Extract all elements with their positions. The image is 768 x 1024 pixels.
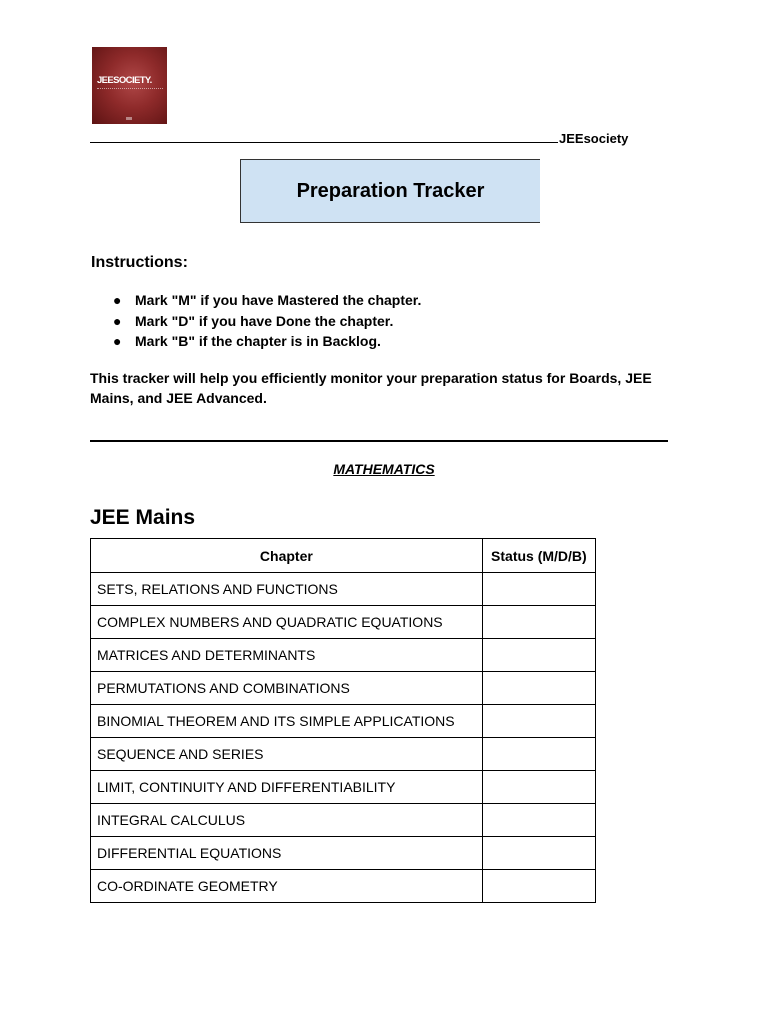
chapter-cell: CO-ORDINATE GEOMETRY — [91, 870, 483, 903]
table-row — [91, 870, 596, 903]
header-rule — [90, 141, 558, 143]
tracker-note: This tracker will help you efficiently monitor your preparation status for Boards, JEE Mains, and JEE Advanced. — [90, 370, 652, 406]
title-box — [240, 159, 540, 223]
header-site-name: JEEsociety — [559, 131, 629, 146]
status-cell[interactable] — [482, 738, 595, 771]
jeesociety-logo — [92, 47, 167, 124]
status-cell[interactable] — [482, 870, 595, 903]
status-cell[interactable] — [482, 573, 595, 606]
chapter-cell: PERMUTATIONS AND COMBINATIONS — [91, 672, 483, 705]
table-row — [91, 804, 596, 837]
table-row — [91, 672, 596, 705]
table-row — [91, 639, 596, 672]
logo-decoration — [126, 117, 132, 120]
chapter-table — [90, 538, 596, 903]
chapter-column-header: Chapter — [91, 539, 483, 573]
table-row — [91, 837, 596, 870]
chapter-cell: SEQUENCE AND SERIES — [91, 738, 483, 771]
table-row — [91, 705, 596, 738]
table-row — [91, 738, 596, 771]
status-cell[interactable] — [482, 771, 595, 804]
list-item — [113, 290, 421, 311]
instruction-text: Mark "D" if you have Done the chapter. — [135, 312, 394, 329]
table-row — [91, 771, 596, 804]
page-title: Preparation Tracker — [296, 179, 485, 202]
logo-tagline — [97, 88, 163, 91]
logo-wordmark: JEESOCIETY. — [97, 75, 152, 86]
table-row — [91, 573, 596, 606]
instruction-text: Mark "B" if the chapter is in Backlog. — [135, 333, 381, 349]
status-cell[interactable] — [482, 705, 595, 738]
instructions-list — [113, 290, 421, 352]
status-cell[interactable] — [482, 672, 595, 705]
status-column-header: Status (M/D/B) — [482, 539, 595, 573]
bullet-icon: ● — [113, 333, 122, 349]
instruction-text: Mark "M" if you have Mastered the chapter. — [135, 292, 422, 308]
section-heading: JEE Mains — [90, 506, 196, 529]
section-divider — [90, 440, 668, 442]
chapter-cell: BINOMIAL THEOREM AND ITS SIMPLE APPLICATIONS — [91, 705, 483, 738]
list-item — [113, 331, 421, 352]
bullet-icon: ● — [113, 292, 122, 308]
header-line — [90, 131, 628, 146]
chapter-cell: DIFFERENTIAL EQUATIONS — [91, 837, 483, 870]
chapter-cell: INTEGRAL CALCULUS — [91, 804, 483, 837]
status-cell[interactable] — [482, 837, 595, 870]
chapter-cell: SETS, RELATIONS AND FUNCTIONS — [91, 573, 483, 606]
list-item — [113, 311, 421, 332]
table-header-row — [91, 539, 596, 573]
chapter-cell: MATRICES AND DETERMINANTS — [91, 639, 483, 672]
table-row — [91, 606, 596, 639]
instructions-heading: Instructions: — [91, 254, 188, 271]
bullet-icon: ● — [113, 312, 122, 329]
chapter-cell: COMPLEX NUMBERS AND QUADRATIC EQUATIONS — [91, 606, 483, 639]
subject-heading: MATHEMATICS — [333, 461, 435, 477]
status-cell[interactable] — [482, 606, 595, 639]
status-cell[interactable] — [482, 804, 595, 837]
status-cell[interactable] — [482, 639, 595, 672]
chapter-cell: LIMIT, CONTINUITY AND DIFFERENTIABILITY — [91, 771, 483, 804]
